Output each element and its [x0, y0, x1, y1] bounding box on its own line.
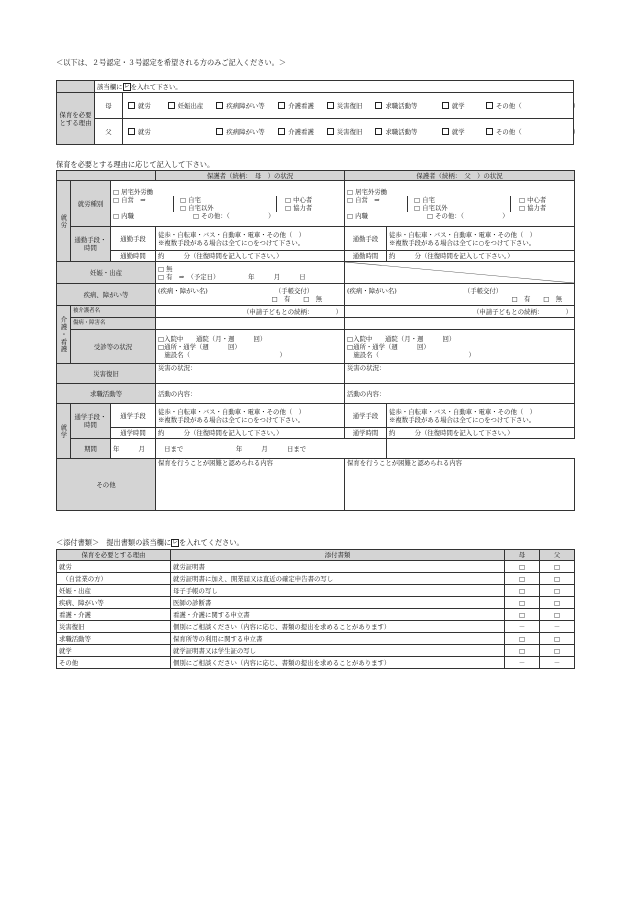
father-school-checkbox[interactable]: [442, 128, 449, 135]
mother-school-time: 約 分（往復時間を記入して下さい。）: [156, 428, 345, 439]
mother-commute-means-label: 通勤手段: [111, 227, 156, 251]
mother-reasons: 就労 妊娠出産 疾病障がい等 介護看護 災害復旧 求職活動等 就学 その他（ ）: [123, 93, 574, 119]
diagonal-line: [345, 262, 574, 283]
attach-mother-checkbox[interactable]: □: [505, 609, 540, 621]
father-school-means: 徒歩・自転車・バス・自動車・電車・その他（ ） ※複数手段がある場合は全てに○をつけて下さい。: [387, 404, 575, 428]
mother-other-checkbox[interactable]: [486, 102, 493, 109]
attach-header-mother: 母: [505, 550, 540, 561]
attach-mother-checkbox[interactable]: □: [505, 645, 540, 657]
care-sick-label: 傷病・障害名: [71, 318, 156, 330]
work-label: 就労: [57, 181, 71, 262]
mother-column-header: 保護者（続柄： 母 ）の状況: [156, 171, 345, 181]
father-care-person: （申請子どもとの続柄： ）: [345, 306, 575, 318]
mother-illness: (疾病・障がい名) （手帳交付） □ 有 □ 無: [156, 284, 345, 306]
attach-mother-checkbox[interactable]: □: [505, 633, 540, 645]
mother-disaster: 災害の状況：: [156, 364, 345, 384]
mother-other: 保育を行うことが困難と認められる内容: [156, 459, 345, 511]
table-row: 求職活動等 保育所等の利用に関する申立書 □ □: [57, 633, 575, 645]
attach-mother-checkbox[interactable]: □: [505, 561, 540, 573]
father-care-status: □入院中 通院（月・週 回） □通所・通学（週 回） 施設名（ ）: [345, 330, 575, 364]
table-row: 看護・介護 看護・介護に関する申立書 □ □: [57, 609, 575, 621]
section2-title: 保育を必要とする理由に応じて記入して下さい。: [56, 160, 215, 169]
attach-mother-checkbox[interactable]: □: [505, 597, 540, 609]
father-column-header: 保護者（続柄： 父 ）の状況: [345, 171, 575, 181]
table-row: 妊娠・出産 母子手帳の写し □ □: [57, 585, 575, 597]
father-school-time: 約 分（往復時間を記入して下さい。）: [387, 428, 575, 439]
father-care-checkbox[interactable]: [278, 128, 285, 135]
attach-father-checkbox[interactable]: □: [540, 609, 575, 621]
reason-table: [56, 80, 580, 145]
attach-father-checkbox[interactable]: □: [540, 561, 575, 573]
detail-table: 保護者（続柄： 母 ）の状況 保護者（続柄： 父 ）の状況 就労 就労種別 □ 居宅外労働 □ 自営 ⇒ □ 自宅 □ 自宅以外 □ 中心者 □ 協力者 □ 内職 □ その他：（ ） □ 居宅外労働 □ 自営 ⇒ □ 自宅 □ 自宅以外 □ 中心者 □ 協力者 □ 内職 □ その他：（ ） 通勤手段・時間 通勤手段 徒歩・自転車・バス・自動車・電車・その他（ ） ※複数手段がある場合は全てに○をつけて下さい。 通勤手段 徒歩・自転車・バス・自動車・電車・その他（ ） ※複数手段がある場合は全てに○をつけて下さい。 通勤時間 約 分（往復時間を記入して下さい。） 通勤時間 約 分（往復時間を記入して下さい。） 妊娠・出産 □ 無 □ 有 ⇒ （予定日） 年 月 日 疾病、障がい等 (疾病・障がい名) （手帳交付） □ 有 □ 無 (疾病・障がい名) （手帳交付） □ 有 □ 無 介護・看護 被介護者名 （申請子どもとの続柄： ） （申請子どもとの続柄： ） 傷病・障害名 受診等の状況 □入院中 通院（月・週 回） □通所・通学（週 回） 施設名（ ） □入院中 通院（月・週 回） □通所・通学（週 回） 施設名（ ） 災害復旧 災害の状況： 災害の状況： 求職活動等 活動の内容： 活動の内容： 就学 通学手段・時間 通学手段 徒歩・自転車・バス・自動車・電車・その他（ ） ※複数手段がある場合は全てに○をつけて下さい。 通学手段 徒歩・自転車・バス・自動車・電車・その他（ ） ※複数手段がある場合は全てに○をつけて下さい。 通学時間 約 分（往復時間を記入して下さい。） 通学時間 約 分（往復時間を記入して下さい。） 期間 年 月 日まで 年 月 日まで その他 保育を行うことが困難と認められる内容 保育を行うことが困難と認められる内容: [56, 170, 575, 511]
attach-header-reason: 保育を必要とする理由: [57, 550, 171, 561]
mother-work-type: □ 居宅外労働 □ 自営 ⇒ □ 自宅 □ 自宅以外 □ 中心者 □ 協力者 □ 内職 □ その他：（ ）: [111, 181, 345, 227]
mother-care-sick: [156, 318, 345, 330]
table-row: （自営業の方） 就労証明書に加え、開業届又は直近の確定申告書の写し □ □: [57, 573, 575, 585]
care-label: 介護・看護: [57, 306, 71, 364]
commute-label: 通勤手段・時間: [71, 227, 111, 262]
mother-school-means: 徒歩・自転車・バス・自動車・電車・その他（ ） ※複数手段がある場合は全てに○をつけて下さい。: [156, 404, 345, 428]
table-row: 就労 就労証明書 □ □: [57, 561, 575, 573]
attach-father-checkbox[interactable]: □: [540, 597, 575, 609]
mother-period: 年 月 日まで: [111, 439, 156, 459]
attach-header-doc: 添付書類: [171, 550, 505, 561]
attach-title: ＜添付書類＞ 提出書類の該当欄にレを入れてください。: [56, 538, 244, 547]
illness-label: 疾病、障がい等: [57, 284, 156, 306]
check-mark-icon: レ: [123, 82, 130, 90]
father-pregnancy-na: [345, 262, 575, 284]
mother-illness-checkbox[interactable]: [216, 102, 223, 109]
father-illness: (疾病・障がい名) （手帳交付） □ 有 □ 無: [345, 284, 575, 306]
disaster-label: 災害復旧: [57, 364, 156, 384]
father-label: 父: [95, 119, 123, 145]
mother-pregnancy-checkbox[interactable]: [168, 102, 175, 109]
father-reasons: 就労 疾病障がい等 介護看護 災害復旧 求職活動等 就学 その他（ ）: [123, 119, 574, 145]
care-person-label: 被介護者名: [71, 306, 156, 318]
attach-father-checkbox[interactable]: □: [540, 585, 575, 597]
mother-jobhunt: 活動の内容：: [156, 384, 345, 404]
attach-father-checkbox[interactable]: □: [540, 573, 575, 585]
intro-note: ＜以下は、２号認定・３号認定を希望される方のみご記入ください。＞: [56, 58, 287, 67]
table-row: 疾病、障がい等 医師の診断書 □ □: [57, 597, 575, 609]
attach-mother-checkbox[interactable]: □: [505, 573, 540, 585]
other-label: その他: [57, 459, 156, 511]
father-care-sick: [345, 318, 575, 330]
father-disaster-checkbox[interactable]: [327, 128, 334, 135]
attach-table: [56, 549, 575, 669]
father-period: 年 月 日まで: [156, 439, 387, 459]
father-work-type: □ 居宅外労働 □ 自営 ⇒ □ 自宅 □ 自宅以外 □ 中心者 □ 協力者 □ 内職 □ その他：（ ）: [345, 181, 575, 227]
father-other-checkbox[interactable]: [486, 128, 493, 135]
mother-commute-time: 約 分（往復時間を記入して下さい。）: [156, 251, 345, 262]
mother-school-checkbox[interactable]: [442, 102, 449, 109]
mother-work-checkbox[interactable]: [128, 102, 135, 109]
mother-care-person: （申請子どもとの続柄： ）: [156, 306, 345, 318]
mother-commute-means: 徒歩・自転車・バス・自動車・電車・その他（ ） ※複数手段がある場合は全てに○をつけて下さい。: [156, 227, 345, 251]
table-row: 災害復旧 個別にご相談ください（内容に応じ、書類の提出を求めることがあります） － －: [57, 621, 575, 633]
father-commute-means: 徒歩・自転車・バス・自動車・電車・その他（ ） ※複数手段がある場合は全てに○をつけて下さい。: [387, 227, 575, 251]
attach-father-checkbox[interactable]: □: [540, 633, 575, 645]
care-status-label: 受診等の状況: [71, 330, 156, 364]
mother-care-status: □入院中 通院（月・週 回） □通所・通学（週 回） 施設名（ ）: [156, 330, 345, 364]
father-commute-time: 約 分（往復時間を記入して下さい。）: [387, 251, 575, 262]
father-disaster: 災害の状況：: [345, 364, 575, 384]
attach-header-father: 父: [540, 550, 575, 561]
period-label: 期間: [71, 439, 111, 459]
mother-disaster-checkbox[interactable]: [327, 102, 334, 109]
reason-row-label: 保育を必要とする理由: [57, 93, 95, 145]
attach-father-checkbox[interactable]: □: [540, 645, 575, 657]
father-commute-means-label: 通勤手段: [345, 227, 387, 251]
father-work-checkbox[interactable]: [128, 128, 135, 135]
attach-mother-checkbox[interactable]: □: [505, 585, 540, 597]
school-label: 就学: [57, 404, 71, 459]
work-type-label: 就労種別: [71, 181, 111, 227]
pregnancy-label: 妊娠・出産: [57, 262, 156, 284]
mother-care-checkbox[interactable]: [278, 102, 285, 109]
mother-pregnancy: □ 無 □ 有 ⇒ （予定日） 年 月 日: [156, 262, 345, 284]
table-row: その他 個別にご相談ください（内容に応じ、書類の提出を求めることがあります） － －: [57, 657, 575, 669]
school-commute-label: 通学手段・時間: [71, 404, 111, 439]
father-jobhunt: 活動の内容：: [345, 384, 575, 404]
mother-jobhunt-checkbox[interactable]: [375, 102, 382, 109]
check-mark-icon: レ: [172, 539, 179, 546]
table-row: 就学 就学証明書又は学生証の写し □ □: [57, 645, 575, 657]
father-jobhunt-checkbox[interactable]: [375, 128, 382, 135]
jobhunt-label: 求職活動等: [57, 384, 156, 404]
father-illness-checkbox[interactable]: [216, 128, 223, 135]
mother-label: 母: [95, 93, 123, 119]
reason-instruction: 該当欄にレを入れて下さい。: [95, 81, 574, 93]
father-other: 保育を行うことが困難と認められる内容: [345, 459, 575, 511]
